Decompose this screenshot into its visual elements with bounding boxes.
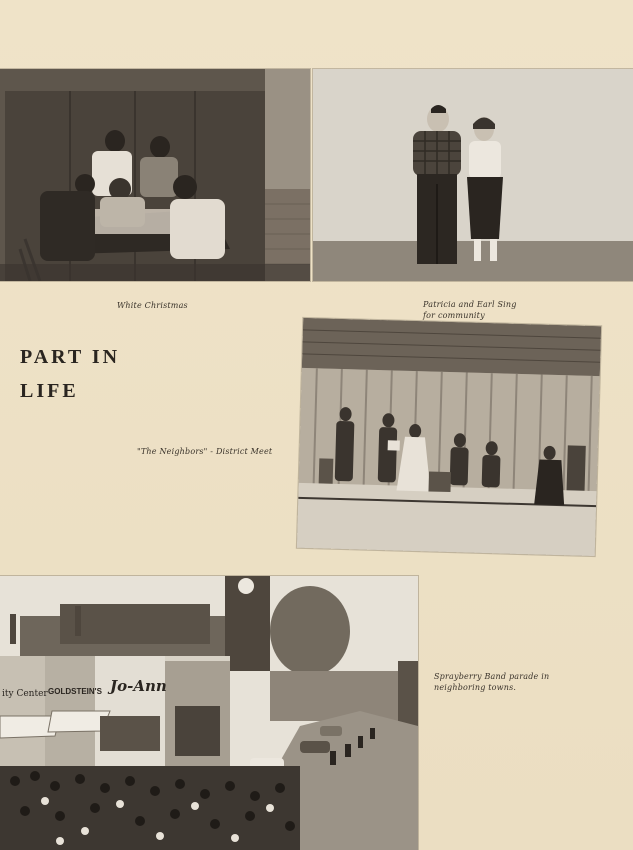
jo-ann-sign: Jo-Ann	[110, 677, 167, 695]
patricia-earl-caption-line2: for community	[423, 311, 485, 320]
headline-line2: LIFE	[20, 380, 79, 402]
neighbors-stage-photo	[297, 318, 601, 556]
parade-caption-line1: Sprayberry Band parade in	[434, 672, 550, 681]
city-center-sign: ity Center	[2, 689, 48, 699]
section-headline	[20, 340, 160, 408]
white-christmas-caption: White Christmas	[117, 301, 188, 310]
patricia-earl-caption	[423, 299, 563, 321]
goldsteins-sign: GOLDSTEIN'S	[48, 687, 102, 696]
parade-caption-line2: neighboring towns.	[434, 683, 517, 692]
white-christmas-photo	[0, 69, 310, 281]
patricia-earl-photo	[313, 69, 633, 281]
patricia-earl-caption-line1: Patricia and Earl Sing	[423, 300, 517, 309]
neighbors-caption: "The Neighbors" - District Meet	[137, 447, 273, 456]
band-parade-photo	[0, 576, 418, 850]
parade-caption	[434, 671, 584, 693]
headline-line1: PART IN	[20, 346, 121, 368]
